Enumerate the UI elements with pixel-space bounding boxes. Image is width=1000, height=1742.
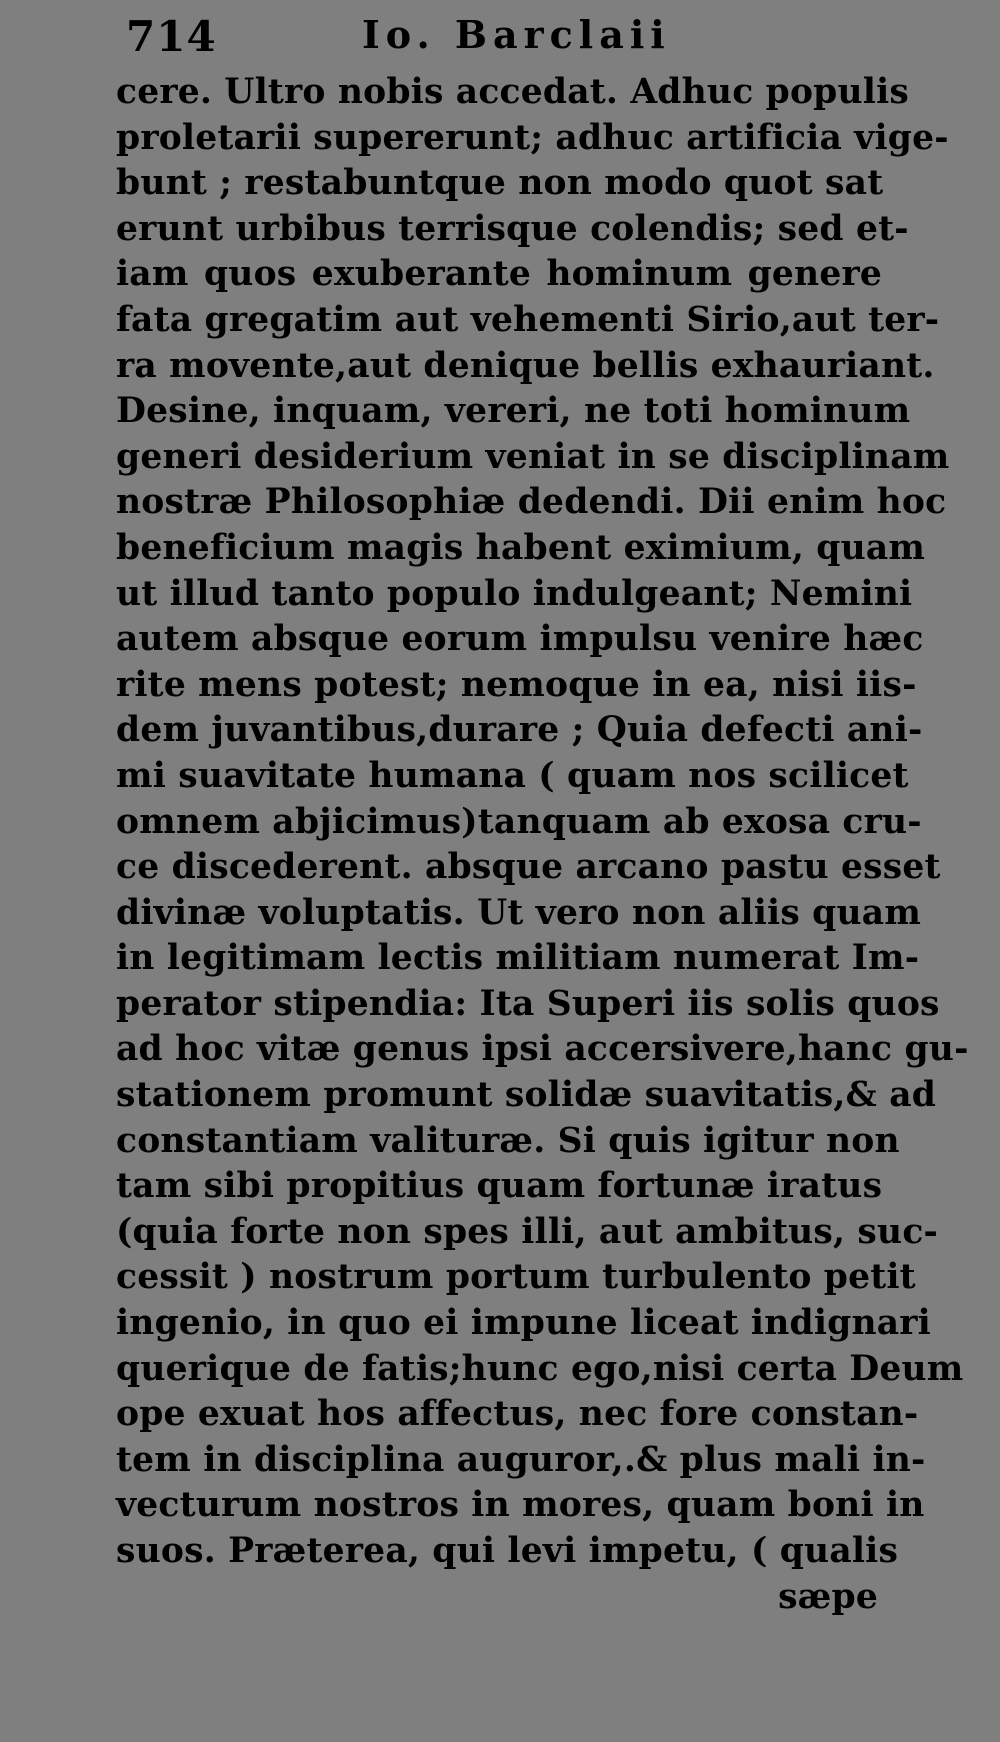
text-line: ad hoc vitæ genus ipsi accersivere,hanc gu- bbox=[116, 1029, 969, 1070]
text-line: cere. Ultro nobis accedat. Adhuc populis bbox=[116, 72, 909, 112]
text-line: mi suavitate humana ( quam nos scilicet bbox=[116, 755, 909, 796]
page-header bbox=[126, 12, 886, 72]
text-line: ingenio, in quo ei impune liceat indignari bbox=[116, 1303, 931, 1344]
text-line: fata gregatim aut vehementi Sirio,aut ter- bbox=[116, 299, 940, 340]
text-line: (quia forte non spes illi, aut ambitus, suc- bbox=[116, 1211, 939, 1252]
text-line: generi desiderium veniat in se disciplinam bbox=[116, 436, 950, 477]
text-line: querique de fatis;hunc ego,nisi certa Deum bbox=[116, 1348, 964, 1389]
text-line: constantiam valituræ. Si quis igitur non bbox=[116, 1120, 900, 1161]
text-line: ra movente,aut denique bellis exhauriant. bbox=[116, 345, 935, 386]
running-head: Io. Barclaii bbox=[362, 12, 671, 57]
text-line: divinæ voluptatis. Ut vero non aliis quam bbox=[116, 892, 922, 933]
text-line: Desine, inquam, vereri, ne toti hominum bbox=[116, 391, 911, 432]
text-line: ope exuat hos affectus, nec fore constan- bbox=[116, 1394, 919, 1435]
text-line: stationem promunt solidæ suavitatis,& ad bbox=[116, 1075, 937, 1116]
text-line: vecturum nostros in mores, quam boni in bbox=[116, 1485, 925, 1526]
text-line: dem juvantibus,durare ; Quia defecti ani- bbox=[116, 710, 923, 751]
text-line: in legitimam lectis militiam numerat Im- bbox=[116, 938, 920, 979]
text-line: iam quos exuberante hominum genere bbox=[116, 254, 882, 295]
text-line: tem in disciplina auguror,.& plus mali in- bbox=[116, 1439, 926, 1480]
text-line: erunt urbibus terrisque colendis; sed et- bbox=[116, 208, 909, 249]
text-line: ce discederent. absque arcano pastu esset bbox=[116, 847, 941, 888]
text-line: perator stipendia: Ita Superi iis solis quos bbox=[116, 983, 940, 1024]
text-line: suos. Præterea, qui levi impetu, ( qualis bbox=[116, 1531, 899, 1571]
text-line: cessit ) nostrum portum turbulento petit bbox=[116, 1257, 916, 1298]
text-line: omnem abjicimus)tanquam ab exosa cru- bbox=[116, 801, 922, 842]
text-line: nostræ Philosophiæ dedendi. Dii enim hoc bbox=[116, 482, 947, 523]
text-line: ut illud tanto populo indulgeant; Nemini bbox=[116, 573, 913, 614]
body-text bbox=[116, 70, 969, 1620]
text-line: beneficium magis habent eximium, quam bbox=[116, 527, 926, 568]
page-number: 714 bbox=[126, 12, 217, 61]
text-line: bunt ; restabuntque non modo quot sat bbox=[116, 163, 884, 204]
text-line: tam sibi propitius quam fortunæ iratus bbox=[116, 1166, 883, 1207]
text-line: sæpe bbox=[778, 1576, 878, 1617]
text-line: proletarii supererunt; adhuc artificia vige- bbox=[116, 117, 949, 158]
text-line: rite mens potest; nemoque in ea, nisi iis- bbox=[116, 664, 917, 705]
text-line: autem absque eorum impulsu venire hæc bbox=[116, 619, 924, 660]
